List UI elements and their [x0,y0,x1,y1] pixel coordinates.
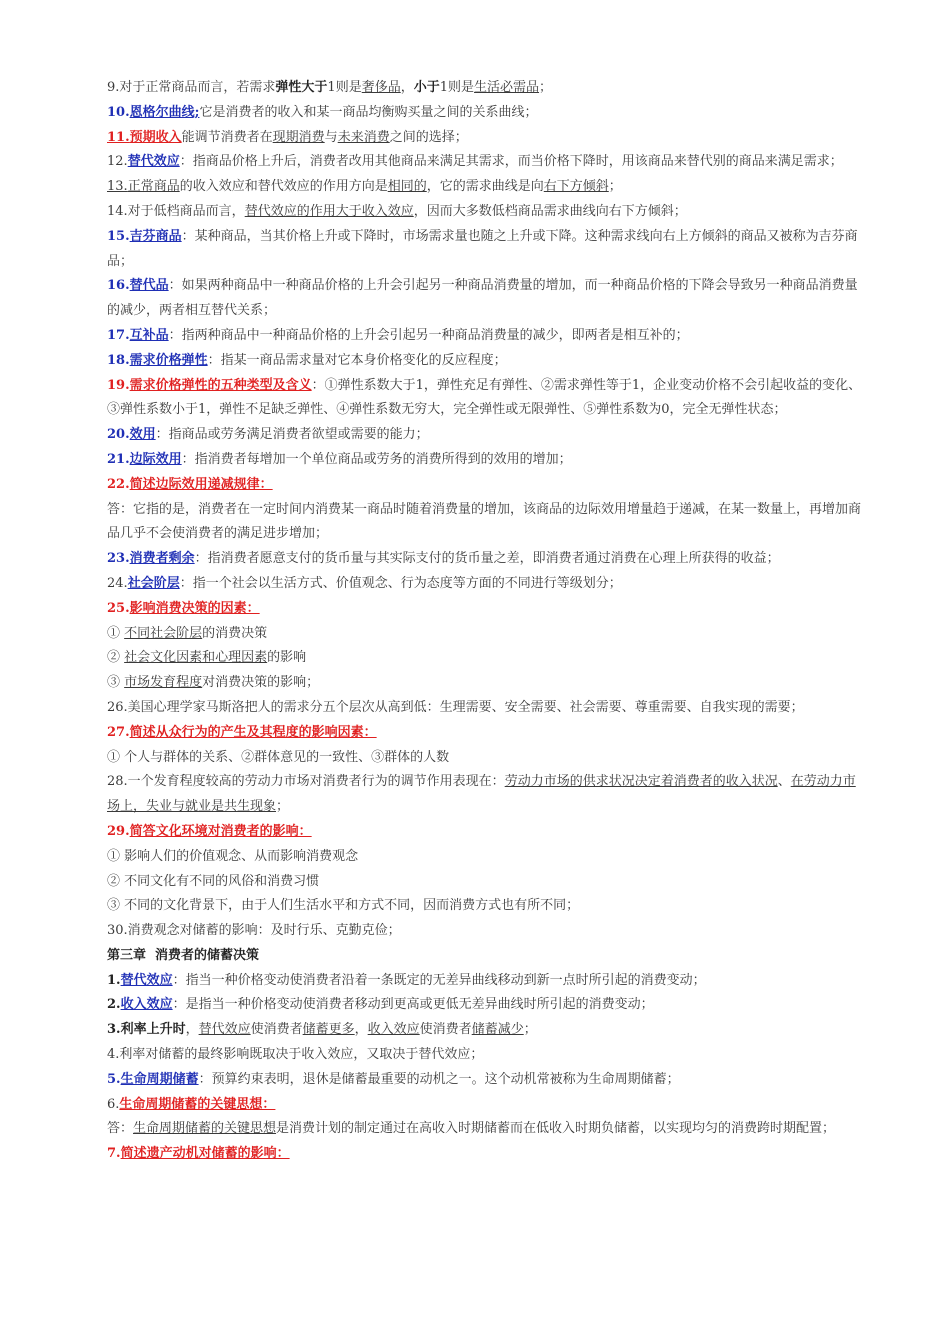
text-line [107,944,867,969]
text-run: 替代效应的作用大于收入效应 [244,203,414,219]
text-run: 储蓄更多 [302,1022,355,1038]
text-run: 的收入效应和替代效应的作用方向是 [179,179,388,195]
text-run: 收入效应 [120,997,173,1013]
text-line [107,721,867,746]
text-line [107,498,867,548]
text-run: 生命周期储蓄的关键思想： [119,1096,276,1112]
text-run: 27. [107,724,130,740]
text-line [107,1068,867,1093]
text-line [107,374,867,424]
text-line [107,448,867,473]
text-run: 29. [107,823,130,839]
text-run: 生活必需品 [474,80,540,95]
text-run: 、 [777,774,791,790]
text-run: 现期消费 [272,129,325,145]
text-run: ，它的需求曲线是向 [426,179,544,195]
text-line [107,349,867,374]
text-run: ③ [107,675,125,691]
text-line [107,622,867,647]
text-run: 生命周期储蓄 [120,1071,199,1087]
text-line [107,101,867,126]
text-run: ：指消费者愿意支付的货币量与其实际支付的货币量之差，即消费者通过消费在心理上所获得的收益； [194,551,780,567]
text-run: ② [107,650,125,666]
text-run: 收入效应 [367,1022,420,1038]
text-line [107,150,867,175]
text-line [107,993,867,1018]
text-run: ， [400,80,414,95]
text-run: 15. [107,228,130,244]
text-run: 9.对于正常商品而言，若需求 [107,80,276,95]
text-run: 3.利率上升时 [107,1022,186,1038]
text-run: 第三章 消费者的储蓄决策 [107,947,260,963]
text-run: 右下方倾斜 [543,179,609,195]
text-line [107,1117,867,1142]
text-run: 1则是 [327,80,362,95]
text-run: 替代效应 [198,1022,251,1038]
text-run: 使消费者 [250,1022,303,1038]
text-run: 5. [107,1071,121,1087]
text-line [107,175,867,200]
text-run: 的消费决策 [202,625,268,641]
document-body [107,76,867,1167]
text-run: 22. [107,476,130,492]
text-line [107,225,867,275]
text-run: ； [608,179,622,195]
text-run: 消费者剩余 [129,551,195,567]
text-run: 18. [107,352,130,368]
text-run: 17. [107,327,130,343]
text-run: ② 不同文化有不同的风俗和消费习惯 [107,873,320,889]
text-run: 替代效应 [127,154,180,170]
text-line [107,870,867,895]
text-line [107,274,867,324]
text-run: ，因而大多数低档商品需求曲线向右下方倾斜； [413,203,687,219]
text-run: 替代效应 [120,972,173,988]
text-run: ：指某一商品需求量对它本身价格变化的反应程度； [207,352,507,368]
text-run: 需求价格弹性 [129,352,208,368]
text-run: 12. [107,154,128,170]
text-run: 劳动力市场的供求状况决定着消费者的收入状况 [504,774,778,790]
text-run: 的影响 [267,650,307,666]
text-run: 28.一个发育程度较高的劳动力市场对消费者行为的调节作用表现在： [107,774,505,790]
text-run: 19. [107,377,130,393]
text-run: 30.消费观念对储蓄的影响：及时行乐、克勤克俭； [107,923,401,939]
text-run: ：指两种商品中一种商品价格的上升会引起另一种商品消费量的减少，即两者是相互补的； [168,327,689,343]
text-run: 4.利率对储蓄的最终影响既取决于收入效应，又取决于替代效应； [107,1047,484,1063]
text-run: 需求价格弹性的五种类型及含义 [129,377,312,393]
text-run: ， [354,1022,368,1038]
text-run: 2. [107,997,121,1013]
text-run: 在劳动力市场上，失业与就业是共生现象 [107,774,856,815]
text-run: 23. [107,551,130,567]
text-run: 社会文化因素和心理因素 [124,650,268,666]
text-line [107,696,867,721]
text-run: 11. [107,129,130,145]
text-run: 能调节消费者在 [181,129,273,145]
text-run: ：预算约束表明，退休是储蓄最重要的动机之一。这个动机常被称为生命周期储蓄； [198,1071,680,1087]
text-run: ； [523,1022,537,1038]
text-run: ① [107,625,125,641]
text-run: ：①弹性系数大于1，弹性充足有弹性、②需求弹性等于1，企业变动价格不会引起收益的变化、③弹性系数小于1，弹性不足缺乏弹性、④弹性系数无穷大，完全弹性或无限弹性、⑤弹性系数为0，完全无弹性状态； [107,377,862,418]
text-run: 7. [107,1146,121,1162]
text-run: 答： [107,1121,134,1137]
text-line [107,200,867,225]
text-line [107,969,867,994]
text-run: ； [276,799,290,815]
text-line [107,671,867,696]
text-run: 20. [107,427,130,443]
text-line [107,572,867,597]
text-run: 小于 [413,80,440,95]
text-line [107,820,867,845]
text-line [107,646,867,671]
text-run: 13. [107,179,128,195]
text-run: 边际效用 [129,451,182,467]
text-line [107,746,867,771]
text-run: 之间的选择； [389,129,468,145]
text-line [107,845,867,870]
text-run: 21. [107,451,130,467]
text-run: 互补品 [129,327,169,343]
text-line [107,597,867,622]
text-run: 弹性大于 [275,80,328,95]
text-line [107,770,867,820]
text-run: 对消费决策的影响； [202,675,320,691]
text-run: 储蓄减少 [471,1022,524,1038]
text-line [107,547,867,572]
text-line [107,126,867,151]
text-line [107,919,867,944]
text-run: 恩格尔曲线; [129,104,200,120]
text-line [107,1043,867,1068]
text-run: 未来消费 [337,129,390,145]
text-run: 简述边际效用递减规律： [129,476,273,492]
text-run: 社会阶层 [127,575,180,591]
text-run: 生命周期储蓄的关键思想 [133,1121,277,1137]
text-run: 1. [107,972,121,988]
text-run: 吉芬商品 [129,228,182,244]
text-run: 简述遗产动机对储蓄的影响： [120,1146,290,1162]
text-line [107,1093,867,1118]
text-run: 奢侈品 [361,80,401,95]
text-run: 市场发育程度 [124,675,203,691]
text-line [107,1018,867,1043]
text-run: ：是指当一种价格变动使消费者移动到更高或更低无差异曲线时所引起的消费变动； [172,997,654,1013]
text-run: ， [185,1022,199,1038]
text-run: 预期收入 [129,129,182,145]
text-run: 使消费者 [419,1022,472,1038]
text-run: ； [539,80,553,95]
text-run: 相同的 [387,179,427,195]
text-run: 1则是 [439,80,475,95]
text-run: 不同社会阶层 [124,625,203,641]
text-run: 效用 [129,427,156,443]
text-run: 14.对于低档商品而言， [107,203,245,219]
text-run: 简答文化环境对消费者的影响： [129,823,312,839]
text-run: ① 影响人们的价值观念、从而影响消费观念 [107,848,359,864]
text-run: 影响消费决策的因素： [129,600,260,616]
text-run: ：指商品价格上升后，消费者改用其他商品来满足其需求，而当价格下降时，用该商品来替代别的商品来满足需求； [179,154,843,170]
text-line [107,324,867,349]
text-run: ：某种商品，当其价格上升或下降时，市场需求量也随之上升或下降。这种需求线向右上方倾斜的商品又被称为吉芬商品； [107,228,858,269]
text-run: 6. [107,1096,120,1112]
text-run: 24. [107,575,128,591]
text-line [107,423,867,448]
text-run: ：指当一种价格变动使消费者沿着一条既定的无差异曲线移动到新一点时所引起的消费变动； [172,972,706,988]
text-run: 替代品 [129,278,169,294]
text-line [107,1142,867,1167]
text-run: 10. [107,104,130,120]
text-run: 答：它指的是，消费者在一定时间内消费某一商品时随着消费量的增加，该商品的边际效用增量趋于递减，在某一数量上，再增加商品几乎不会使消费者的满足进步增加； [107,501,862,542]
text-run: 它是消费者的收入和某一商品均衡购买量之间的关系曲线； [199,104,538,120]
text-line [107,473,867,498]
text-line [107,76,867,101]
text-run: 是消费计划的制定通过在高收入时期储蓄而在低收入时期负储蓄，以实现均匀的消费跨时期配置； [276,1121,836,1137]
text-run: ：指一个社会以生活方式、价值观念、行为态度等方面的不同进行等级划分； [179,575,622,591]
text-run: 正常商品 [127,179,180,195]
text-run: 16. [107,278,130,294]
text-run: ③ 不同的文化背景下，由于人们生活水平和方式不同，因而消费方式也有所不同； [107,898,580,914]
text-run: ：指消费者每增加一个单位商品或劳务的消费所得到的效用的增加； [181,451,572,467]
text-run: ：指商品或劳务满足消费者欲望或需要的能力； [155,427,429,443]
text-run: 25. [107,600,130,616]
text-run: 与 [324,129,338,145]
text-run: 简述从众行为的产生及其程度的影响因素： [129,724,377,740]
text-run: ① 个人与群体的关系、②群体意见的一致性、③群体的人数 [107,749,450,765]
text-run: 26.美国心理学家马斯洛把人的需求分五个层次从高到低：生理需要、安全需要、社会需要、尊重需要、自我实现的需要； [107,699,804,715]
text-line [107,894,867,919]
text-run: ：如果两种商品中一种商品价格的上升会引起另一种商品消费量的增加，而一种商品价格的下降会导致另一种商品消费量的减少，两者相互替代关系； [107,278,858,319]
